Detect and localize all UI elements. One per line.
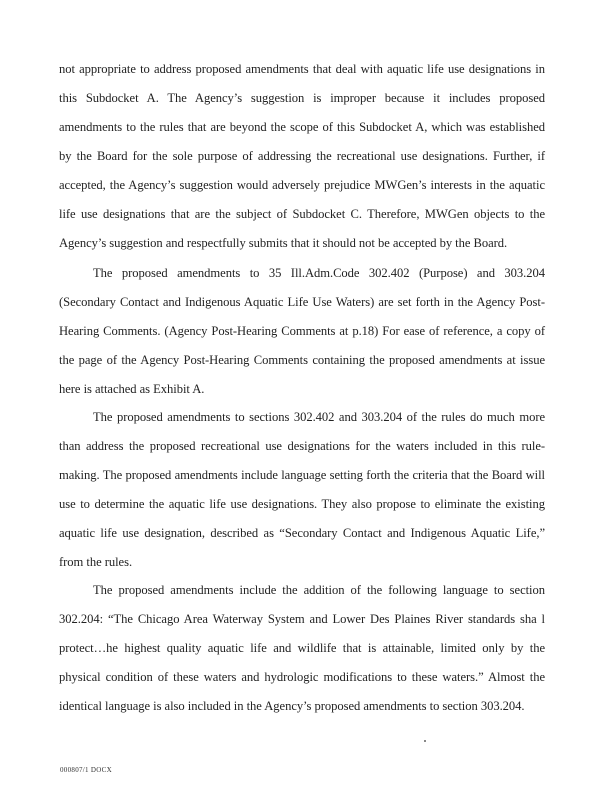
paragraph-1: not appropriate to address proposed amendments that deal with aquatic life use designations in this Subdocket A. The Agency’s suggestion is improper because it includes proposed amendments to the rules that are beyond the scope of this Subdocket A, which was established by the Board for the sole purpose of addressing the recreational use designations. Further, if accepted, the Agency’s suggestion would adversely prejudice MWGen’s interests in the aquatic life use designations that are the subject of Subdocket C. Therefore, MWGen objects to the Agency’s suggestion and respectfully submits that it should not be accepted by the Board.	[59, 62, 545, 250]
paragraph-4: The proposed amendments include the addition of the following language to section 302.204: “The Chicago Area Waterway System and Lower Des Plaines River standards sha l protect…he highest quality aquatic life and wildlife that is attainable, limited only by the physical condition of these waters and hydrologic modifications to these waters.” Almost the identical language is also included in the Agency’s proposed amendments to section 303.204.	[59, 583, 545, 713]
paragraph-3: The proposed amendments to sections 302.402 and 303.204 of the rules do much more than address the proposed recreational use designations for the waters included in this rule-making. The proposed amendments include language setting forth the criteria that the Board will use to determine the aquatic life use designations. They also propose to eliminate the existing aquatic life use designation, described as “Secondary Contact and Indigenous Aquatic Life,” from the rules.	[59, 410, 545, 569]
document-footer-code: 000807/1 DOCX	[60, 766, 112, 774]
paragraph-2: The proposed amendments to 35 Ill.Adm.Code 302.402 (Purpose) and 303.204 (Secondary Contact and Indigenous Aquatic Life Use Waters) are set forth in the Agency Post-Hearing Comments. (Agency Post-Hearing Comments at p.18) For ease of reference, a copy of the page of the Agency Post-Hearing Comments containing the proposed amendments at issue here is attached as Exhibit A.	[59, 266, 545, 396]
scan-speck	[424, 740, 426, 742]
